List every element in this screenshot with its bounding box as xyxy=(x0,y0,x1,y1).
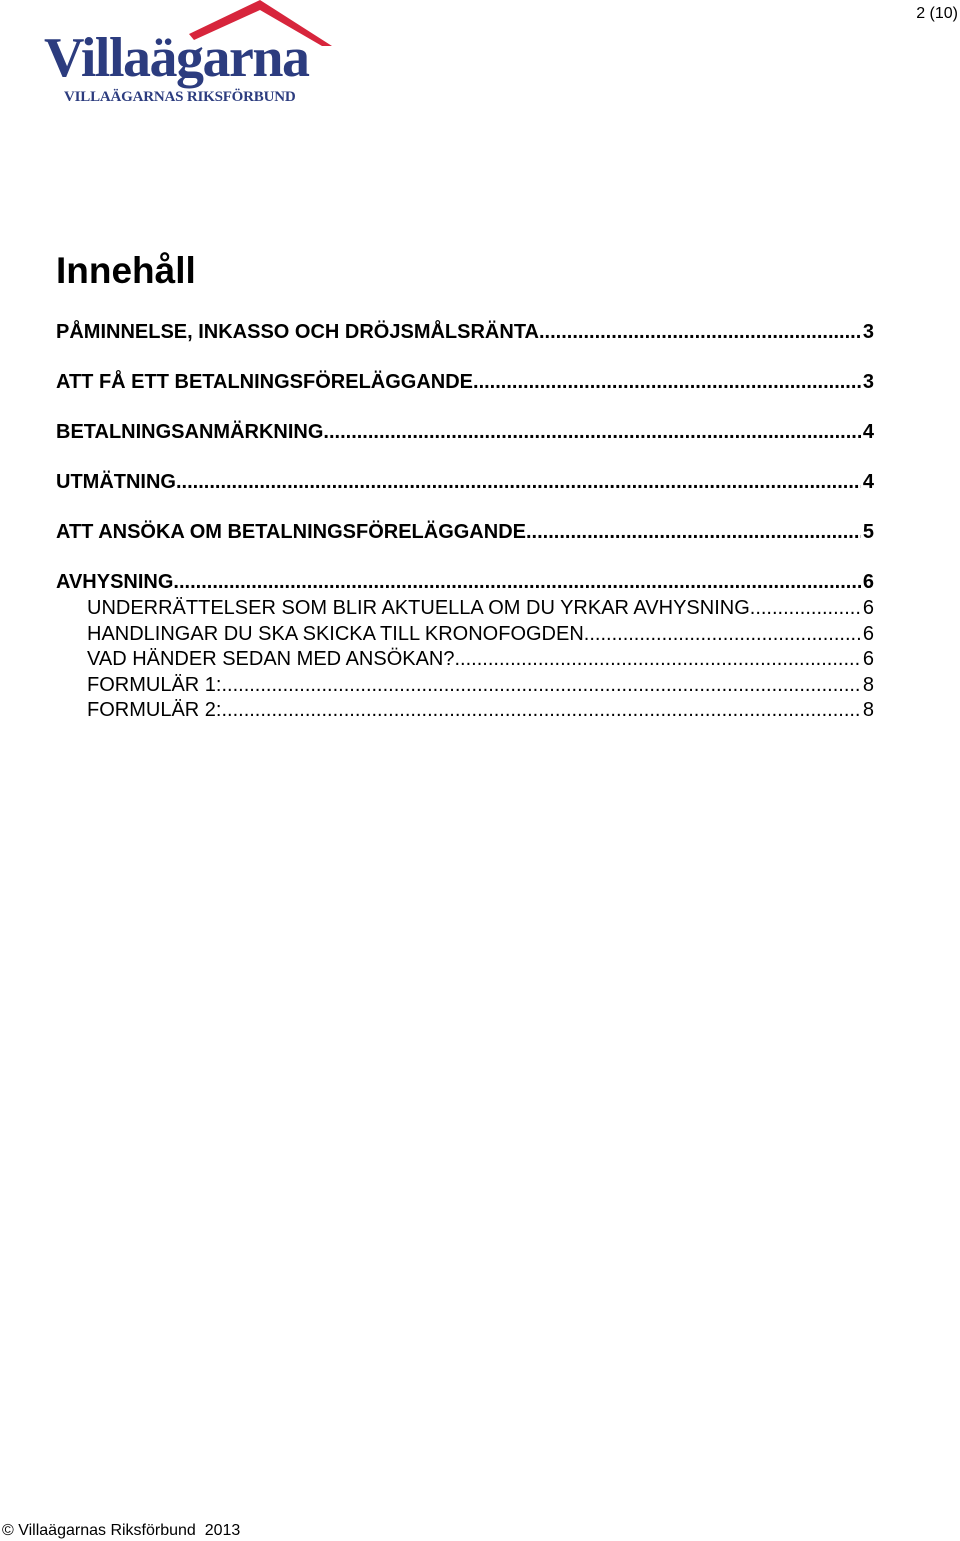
logo-wordmark: Villaägarna xyxy=(44,27,309,89)
toc-entry-paminnelse[interactable] xyxy=(56,318,874,346)
toc-entry-text: VAD HÄNDER SEDAN MED ANSÖKAN? xyxy=(87,648,455,670)
toc-entry-text: PÅMINNELSE, INKASSO OCH DRÖJSMÅLSRÄNTA xyxy=(56,321,539,343)
toc-entry-text: FORMULÄR 1: xyxy=(87,674,222,696)
toc-title: Innehåll xyxy=(56,250,196,291)
toc-entry-page: 5 xyxy=(862,521,874,543)
toc-entry-page: 6 xyxy=(862,597,874,619)
footer-copyright: © Villaägarnas Riksförbund 2013 xyxy=(2,1522,241,1539)
toc-dot-leader xyxy=(584,620,861,648)
toc-entry-page: 3 xyxy=(862,371,874,393)
toc-entry-text: HANDLINGAR DU SKA SKICKA TILL KRONOFOGDEN xyxy=(87,623,584,645)
toc-entry-page: 3 xyxy=(862,321,874,343)
toc-entry-underrattelser[interactable] xyxy=(56,594,874,622)
toc-entry-page: 6 xyxy=(862,571,874,593)
toc-entry-vad-hander[interactable] xyxy=(56,645,874,673)
toc-dot-leader xyxy=(173,568,860,596)
toc-entry-page: 6 xyxy=(862,623,874,645)
toc-entry-text: ATT FÅ ETT BETALNINGSFÖRELÄGGANDE xyxy=(56,371,474,393)
toc-entry-page: 8 xyxy=(862,674,874,696)
toc-dot-leader xyxy=(455,645,861,673)
toc-dot-leader xyxy=(473,368,861,396)
toc-entry-text: ATT ANSÖKA OM BETALNINGSFÖRELÄGGANDE xyxy=(56,521,526,543)
toc-dot-leader xyxy=(176,468,861,496)
toc-entry-formular-1[interactable] xyxy=(56,671,874,699)
toc-entry-handlingar[interactable] xyxy=(56,620,874,648)
toc-dot-leader xyxy=(526,518,861,546)
toc-entry-utmatning[interactable] xyxy=(56,468,874,496)
page-number: 2 (10) xyxy=(916,5,958,22)
toc-dot-leader xyxy=(221,696,860,724)
toc-entry-page: 4 xyxy=(862,471,874,493)
toc-dot-leader xyxy=(750,594,861,622)
toc-entry-avhysning[interactable] xyxy=(56,568,874,596)
toc-entry-text: FORMULÄR 2: xyxy=(87,699,222,721)
toc-dot-leader xyxy=(323,418,860,446)
toc-entry-betalningsanmarkning[interactable] xyxy=(56,418,874,446)
toc-entry-ansoka[interactable] xyxy=(56,518,874,546)
logo-subtitle: VILLAÄGARNAS RIKSFÖRBUND xyxy=(64,89,296,105)
toc-entry-betalningsforelaggande[interactable] xyxy=(56,368,874,396)
toc-entry-text: AVHYSNING xyxy=(56,571,174,593)
toc-entry-text: UTMÄTNING xyxy=(56,471,176,493)
villaagarna-logo xyxy=(44,0,336,110)
toc-entry-formular-2[interactable] xyxy=(56,696,874,724)
toc-dot-leader xyxy=(221,671,860,699)
toc-entry-page: 8 xyxy=(862,699,874,721)
toc-entry-text: UNDERRÄTTELSER SOM BLIR AKTUELLA OM DU YRKAR AVHYSNING xyxy=(87,597,750,619)
toc-dot-leader xyxy=(539,318,861,346)
toc-entry-page: 6 xyxy=(862,648,874,670)
toc-entry-text: BETALNINGSANMÄRKNING xyxy=(56,421,324,443)
toc-entry-page: 4 xyxy=(862,421,874,443)
